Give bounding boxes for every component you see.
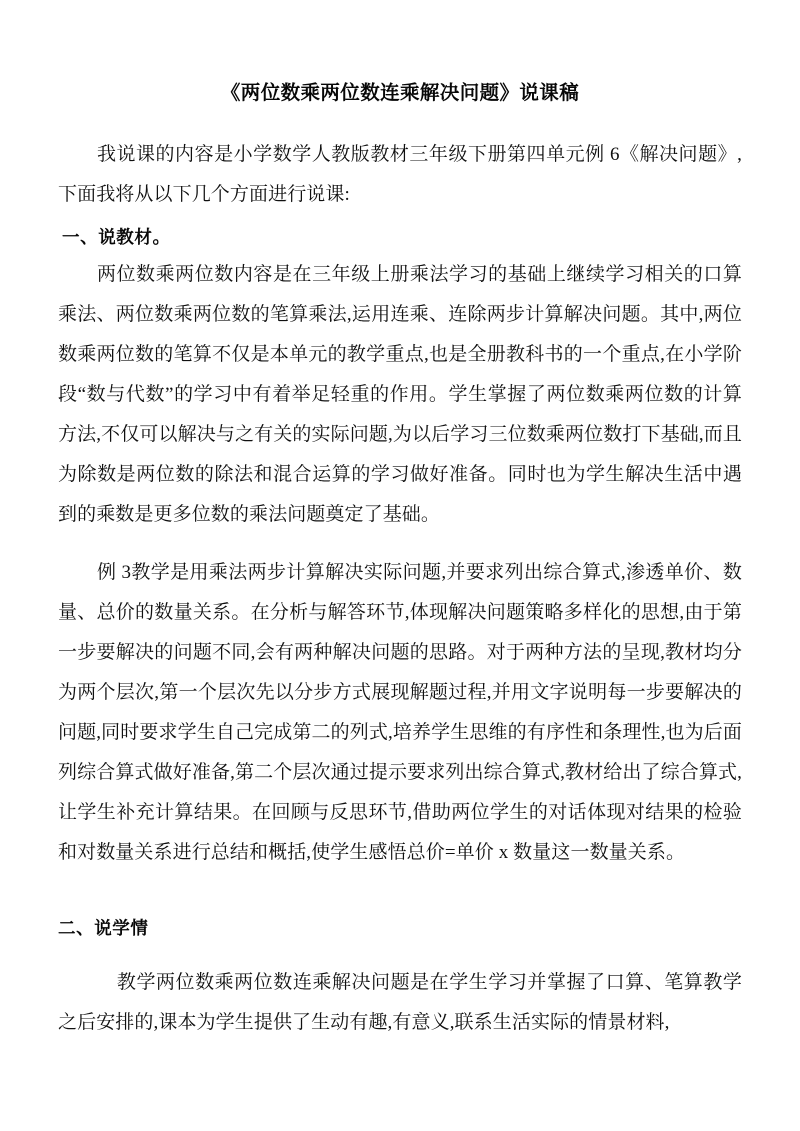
section-1-paragraph-2: 例 3教学是用乘法两步计算解决实际问题,并要求列出综合算式,渗透单价、数量、总价的数量关系。在分析与解答环节,体现解决问题策略多样化的思想,由于第一步要解决的问题不同,会有两种解决问题的思路。对于两种方法的呈现,教材均分为两个层次,第一个层次先以分步方式展现解题过程,并用文字说明每一步要解决的问题,同时要求学生自己完成第二的列式,培养学生思维的有序性和条理性,也为后面列综合算式做好准备,第二个层次通过提示要求列出综合算式,教材给出了综合算式,让学生补充计算结果。在回顾与反思环节,借助两位学生的对话体现对结果的检验和对数量关系进行总结和概括,使学生感悟总价=单价 x 数量这一数量关系。	[58, 561, 742, 863]
section-heading-teaching-material: 一、说教材。	[62, 226, 171, 247]
document-title: 《两位数乘两位数连乘解决问题》说课稿	[220, 83, 580, 104]
section-1-paragraph-1: 两位数乘两位数内容是在三年级上册乘法学习的基础上继续学习相关的口算乘法、两位数乘两位数的笔算乘法,运用连乘、连除两步计算解决问题。其中,两位数乘两位数的笔算不仅是本单元的教学重点,也是全册教科书的一个重点,在小学阶段“数与代数”的学习中有着举足轻重的作用。学生掌握了两位数乘两位数的计算方法,不仅可以解决与之有关的实际问题,为以后学习三位数乘两位数打下基础,而且为除数是两位数的除法和混合运算的学习做好准备。同时也为学生解决生活中遇到的乘数是更多位数的乘法问题奠定了基础。	[58, 263, 742, 525]
intro-paragraph: 我说课的内容是小学数学人教版教材三年级下册第四单元例 6《解决问题》,下面我将从以下几个方面进行说课:	[58, 143, 742, 205]
document-text-column	[58, 0, 742, 1043]
section-2-paragraph-1: 教学两位数乘两位数连乘解决问题是在学生学习并掌握了口算、笔算教学之后安排的,课本为学生提供了生动有趣,有意义,联系生活实际的情景材料,	[58, 971, 742, 1033]
section-heading-student-situation: 二、说学情	[58, 917, 149, 938]
